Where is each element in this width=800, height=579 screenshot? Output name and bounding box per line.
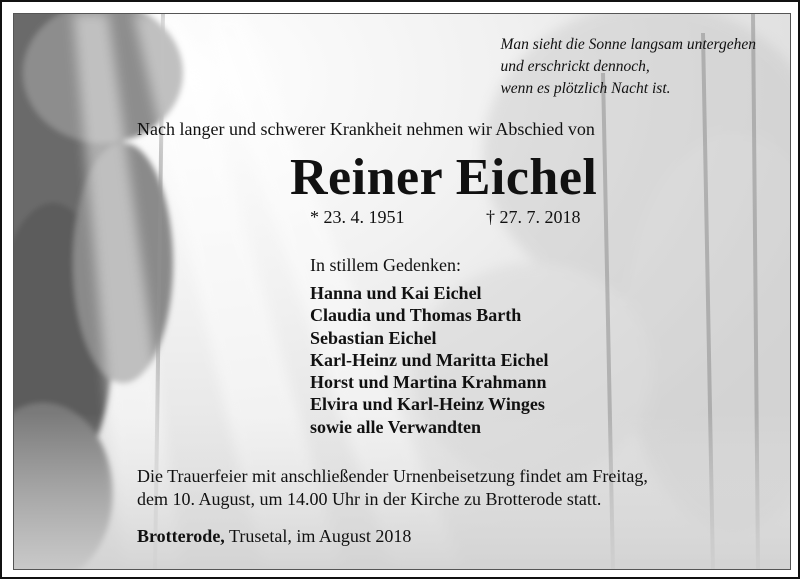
place-date bbox=[137, 526, 411, 547]
service-info bbox=[137, 465, 648, 510]
place-name: Brotterode, bbox=[137, 526, 225, 546]
poem-line: wenn es plötzlich Nacht ist. bbox=[500, 80, 671, 97]
mourner: Claudia und Thomas Barth bbox=[310, 305, 522, 326]
memory-heading: In stillem Gedenken: bbox=[310, 255, 461, 275]
mourners-list bbox=[310, 282, 548, 438]
mourner: sowie alle Verwandten bbox=[310, 416, 481, 437]
birth-date: * 23. 4. 1951 bbox=[310, 207, 405, 227]
service-line: dem 10. August, um 14.00 Uhr in der Kirche zu Brotterode statt. bbox=[137, 488, 602, 509]
poem-line: Man sieht die Sonne langsam untergehen bbox=[500, 36, 756, 53]
mourner: Hanna und Kai Eichel bbox=[310, 283, 482, 303]
mourner: Horst und Martina Krahmann bbox=[310, 372, 547, 393]
mourner: Karl-Heinz und Maritta Eichel bbox=[310, 349, 549, 370]
mourner: Elvira und Karl-Heinz Winges bbox=[310, 394, 545, 415]
intro-text: Nach langer und schwerer Krankheit nehmen wir Abschied von bbox=[137, 119, 595, 139]
poem bbox=[500, 34, 756, 100]
poem-line: und erschrickt dennoch, bbox=[500, 58, 650, 75]
service-line: Die Trauerfeier mit anschließender Urnenbeisetzung findet am Freitag, bbox=[137, 466, 648, 486]
date-text: Trusetal, im August 2018 bbox=[224, 526, 412, 546]
deceased-name: Reiner Eichel bbox=[290, 149, 598, 206]
death-date: † 27. 7. 2018 bbox=[486, 207, 581, 227]
mourner: Sebastian Eichel bbox=[310, 327, 437, 348]
